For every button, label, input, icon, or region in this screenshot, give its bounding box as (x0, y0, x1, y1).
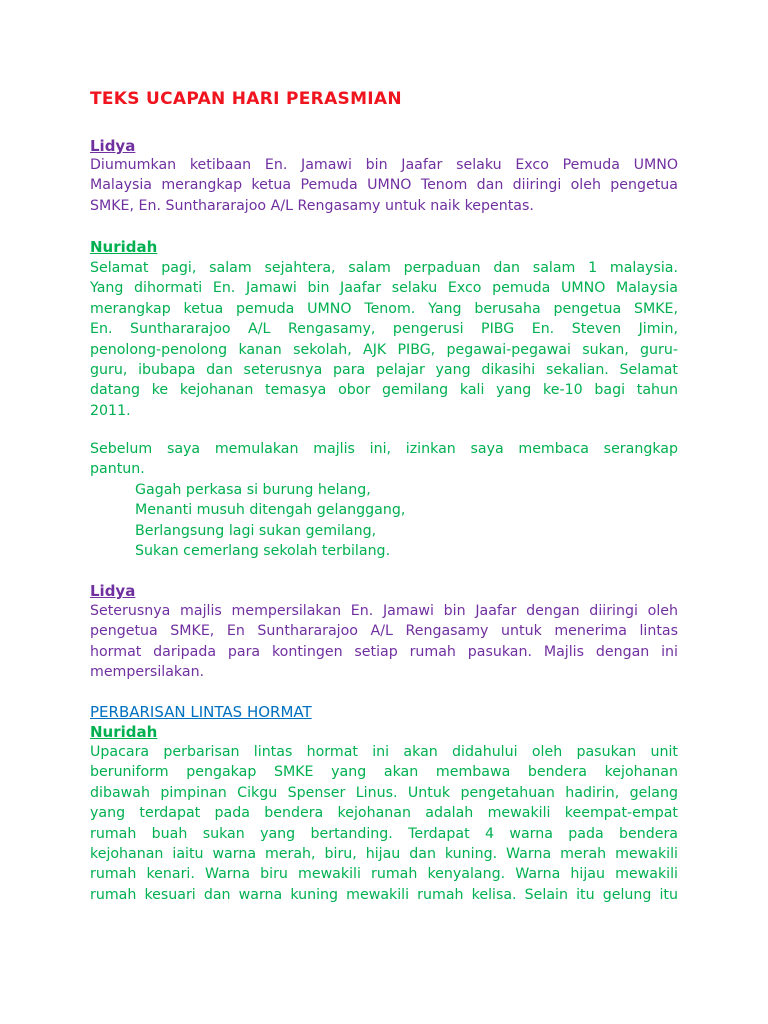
text-line: Selamat pagi, salam sejahtera, salam perpaduan dan salam 1 malaysia. (90, 260, 678, 276)
text-line: En. Sunthararajoo A/L Rengasamy, pengerusi PIBG En. Steven Jimin, (90, 321, 678, 338)
parade-paragraph (90, 742, 678, 905)
text-line: pengetua SMKE, En Sunthararajoo A/L Rengasamy untuk menerima lintas (90, 623, 678, 640)
text-line: kejohanan iaitu warna merah, biru, hijau dan kuning. Warna merah mewakili (90, 845, 678, 862)
text-line: rumah kesuari dan warna kuning mewakili rumah kelisa. Selain itu gelung itu (90, 886, 678, 903)
text-line: rumah kenari. Warna biru mewakili rumah kenyalang. Warna hijau mewakili (90, 866, 678, 883)
pantun-intro-paragraph (90, 439, 678, 480)
section-heading: PERBARISAN LINTAS HORMAT (90, 703, 312, 721)
text-line: penolong-penolong kanan sekolah, AJK PIBG, pegawai-pegawai sukan, guru- (90, 341, 678, 358)
pantun-line: Menanti musuh ditengah gelanggang, (135, 502, 406, 519)
pantun-line: Sukan cemerlang sekolah terbilang. (135, 543, 391, 560)
text-line: rumah buah sukan yang bertanding. Terdapat 4 warna pada bendera (90, 825, 678, 842)
speaker-name-nuridah: Nuridah (90, 238, 158, 256)
text-line: pantun. (90, 461, 145, 478)
speaker-name-lidya: Lidya (90, 582, 136, 600)
announcement-paragraph (90, 155, 678, 216)
text-line: yang terdapat pada bendera kejohanan adalah mewakili keempat-empat (90, 805, 678, 822)
text-line: guru, ibubapa dan seterusnya para pelajar yang dikasihi sekalian. Selamat (90, 361, 678, 378)
text-line: datang ke kejohanan temasya obor gemilang kali yang ke-10 bagi tahun (90, 382, 678, 399)
text-line: beruniform pengakap SMKE yang akan membawa bendera kejohanan (90, 764, 678, 781)
document-title: TEKS UCAPAN HARI PERASMIAN (90, 89, 402, 109)
text-line: mempersilakan. (90, 664, 205, 681)
text-line: 2011. (90, 402, 131, 419)
pantun-verse (135, 480, 405, 562)
pantun-line: Gagah perkasa si burung helang, (135, 482, 371, 498)
text-line: dibawah pimpinan Cikgu Spenser Linus. Untuk pengetahuan hadirin, gelang (90, 784, 678, 801)
text-line: hormat daripada para kontingen setiap rumah pasukan. Majlis dengan ini (90, 643, 678, 660)
text-line: Sebelum saya memulakan majlis ini, izinkan saya membaca serangkap (90, 441, 678, 457)
text-line: Yang dihormati En. Jamawi bin Jaafar selaku Exco pemuda UMNO Malaysia (90, 280, 678, 297)
text-line: Malaysia merangkap ketua Pemuda UMNO Tenom dan diiringi oleh pengetua (90, 177, 678, 194)
text-line: SMKE, En. Sunthararajoo A/L Rengasamy untuk naik kepentas. (90, 197, 534, 214)
text-line: Seterusnya majlis mempersilakan En. Jamawi bin Jaafar dengan diiringi oleh (90, 603, 678, 619)
pantun-line: Berlangsung lagi sukan gemilang, (135, 522, 377, 539)
text-line: merangkap ketua pemuda UMNO Tenom. Yang berusaha pengetua SMKE, (90, 300, 678, 317)
invitation-paragraph (90, 601, 678, 683)
text-line: Upacara perbarisan lintas hormat ini akan didahului oleh pasukan unit (90, 744, 678, 760)
text-line: Diumumkan ketibaan En. Jamawi bin Jaafar selaku Exco Pemuda UMNO (90, 157, 678, 173)
speaker-name-lidya: Lidya (90, 137, 136, 155)
greeting-paragraph (90, 258, 678, 421)
speaker-name-nuridah: Nuridah (90, 723, 158, 741)
